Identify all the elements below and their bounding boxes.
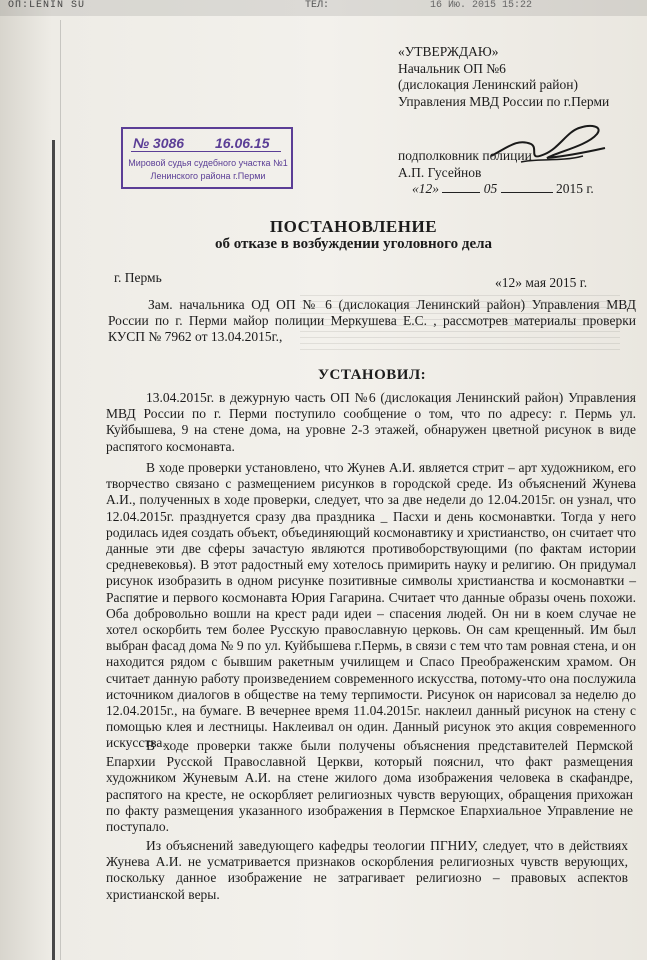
stamp-number: № 3086 <box>133 135 185 151</box>
document-date: «12» мая 2015 г. <box>495 275 588 290</box>
approval-date-day: «12» <box>412 181 439 196</box>
approval-label: «УТВЕРЖДАЮ» <box>398 44 499 59</box>
scan-edge-mark <box>52 140 55 960</box>
fax-sender-id: ОП:LENIN SU <box>8 0 86 11</box>
approval-rank: подполковник полиции <box>398 148 532 163</box>
stamp-line-2: Ленинского района г.Перми <box>150 171 266 181</box>
fax-timestamp: 16 Ию. 2015 15:22 <box>430 0 533 11</box>
approval-line-3: Управления МВД России по г.Перми <box>398 93 610 109</box>
paragraph-3: В ходе проверки также были получены объяснения представителей Пермской Епархии Русской Православной Церкви, который пояснил, что факт размещения художником Жуневым А.И. на стене жилого дома изображения человека в скафандре, распятого на кресте, не оскорбляет религиозных чувств верующих, обращения прихожан по факту размещения указанного изображения в Пермское Епархиальное Управление не поступало. <box>106 738 633 835</box>
established-heading: УСТАНОВИЛ: <box>318 367 427 383</box>
approval-name: А.П. Гусейнов <box>398 164 482 180</box>
fax-tel-label: ТЕЛ: <box>305 0 330 11</box>
handwritten-signature <box>487 118 607 168</box>
paragraph-1: 13.04.2015г. в дежурную часть ОП №6 (дислокация Ленинский район) Управления МВД России по г. Перми поступило сообщение о том, что по адресу: г. Пермь ул. Куйбышева, 9 на стене дома, на уровне 2-3 этажей, обнаружен цветной рисунок в виде распятого космонавта. <box>106 390 636 454</box>
stamp-underline <box>131 151 281 152</box>
scan-edge-mark-faint <box>60 20 61 960</box>
court-registration-stamp <box>121 127 293 189</box>
document-subtitle: об отказе в возбуждении уголовного дела <box>214 236 493 252</box>
approval-date-month: 05 <box>483 181 498 196</box>
approval-line-1: Начальник ОП №6 <box>398 60 506 76</box>
approval-line-2: (дислокация Ленинский район) <box>398 77 578 92</box>
approval-date <box>398 181 638 198</box>
stamp-line-1: Мировой судья судебного участка №1 <box>128 158 288 168</box>
document-title: ПОСТАНОВЛЕНИЕ <box>269 217 438 236</box>
document-city: г. Пермь <box>114 270 162 285</box>
stamp-date: 16.06.15 <box>215 135 270 151</box>
paragraph-4: Из объяснений заведующего кафедры теологии ПГНИУ, следует, что в действиях Жунева А.И. не усматривается признаков оскорбления религиозных чувств верующих, поскольку данное изображение не затрагивает религиозно – правовых аспектов христианской веры. <box>106 838 628 902</box>
paragraph-2: В ходе проверки установлено, что Жунев А.И. является стрит – арт художником, его творчество связано с размещением рисунков в городской среде. Из объяснений Жунева А.И., полученных в ходе проверки, следует, что за две недели до 12.04.2015г. он узнал, что 12.04.2015г. празднуется сразу два праздника _ Пасхи и день космонавтки. Тогда у него родилась идея создать объект, объединяющий космонавтику и христианство, он считает что данные эти две сферы зачастую являются противоборствующими (по фактам истории средневековья). В этот радостный ему хотелось примирить науку и религию. Он придумал рисунок изобразить в одном рисунке позитивные символы христианства и космонавтки – Распятие и первого космонавта Юрия Гагарина. Считает что данные образы очень похожи. Оба добровольно вошли на крест ради идеи – спасения людей. Он ни в коем случае не хотел оскорбить тем более Русскую православную церковь. Он сам крещенный. Им был выбран фасад дома № 9 по ул. Куйбышева г.Пермь, в связи с тем что там ровная стена, и он находится рядом с бывшим ракетным училищем и Спасо Преображенским храмом. Он считает данную работу произведением современного искусства, потому-что она послужила источником диалогов в обществе на тему терпимости. Рисунок он нарисовал за неделю до 12.04.2015г., на бумаге. В вечернее время 11.04.2015г. наклеил данный рисунок на стену с помощью клея и лестницы. Наклеивал он один. Данный рисунок это акция современного искусства. <box>106 460 636 751</box>
intro-paragraph: Зам. начальника ОД ОП № 6 (дислокация Ленинский район) Управления МВД России по г. Перми майор полиции Меркушева Е.С. , рассмотрев материалы проверки КУСП № 7962 от 13.04.2015г., <box>108 297 636 345</box>
approval-date-year: 2015 г. <box>556 181 594 196</box>
